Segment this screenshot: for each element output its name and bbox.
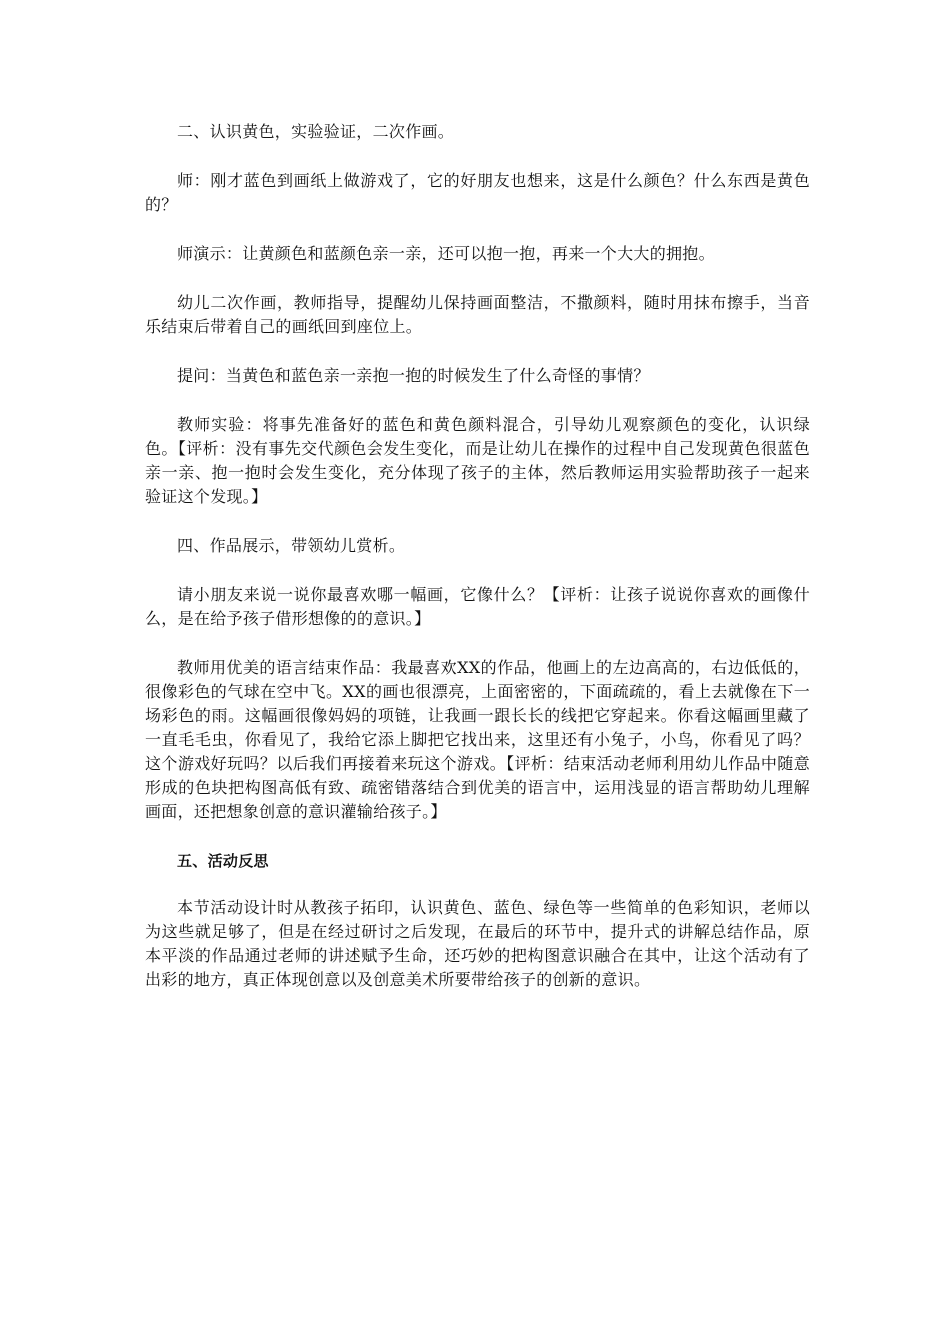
paragraph-teacher-experiment: 教师实验：将事先准备好的蓝色和黄色颜料混合，引导幼儿观察颜色的变化，认识绿色。【评析：没有事先交代颜色会发生变化，而是让幼儿在操作的过程中自己发现黄色很蓝色亲一亲、抱一抱时会发生变化，充分体现了孩子的主体，然后教师运用实验帮助孩子一起来验证这个发现。】 [145, 415, 810, 506]
section-heading-5: 五、活动反思 [177, 852, 269, 870]
paragraph-reflection: 本节活动设计时从教孩子拓印，认识黄色、蓝色、绿色等一些简单的色彩知识，老师以为这些就足够了，但是在经过研讨之后发现，在最后的环节中，提升式的讲解总结作品，原本平淡的作品通过老师的讲述赋予生命，还巧妙的把构图意识融合在其中，让这个活动有了出彩的地方，真正体现创意以及创意美术所要带给孩子的创新的意识。 [145, 898, 810, 989]
paragraph-favorite-drawing: 请小朋友来说一说你最喜欢哪一幅画，它像什么？【评析：让孩子说说你喜欢的画像什么，是在给予孩子借形想像的的意识。】 [145, 585, 810, 628]
paragraph-closing-remarks: 教师用优美的语言结束作品：我最喜欢XX的作品，他画上的左边高高的，右边低低的，很像彩色的气球在空中飞。XX的画也很漂亮，上面密密的，下面疏疏的，看上去就像在下一场彩色的雨。这幅画很像妈妈的项链，让我画一跟长长的线把它穿起来。你看这幅画里藏了一直毛毛虫，你看见了，我给它添上脚把它找出来，这里还有小兔子，小鸟，你看见了吗？这个游戏好玩吗？以后我们再接着来玩这个游戏。【评析：结束活动老师利用幼儿作品中随意形成的色块把构图高低有致、疏密错落结合到优美的语言中，运用浅显的语言帮助幼儿理解画面，还把想象创意的意识灌输给孩子。】 [145, 658, 810, 821]
paragraph-question: 提问：当黄色和蓝色亲一亲抱一抱的时候发生了什么奇怪的事情？ [177, 366, 650, 385]
paragraph-teacher-question: 师：刚才蓝色到画纸上做游戏了，它的好朋友也想来，这是什么颜色？什么东西是黄色的？ [145, 171, 810, 214]
section-heading-2: 二、认识黄色，实验验证，二次作画。 [177, 122, 455, 141]
document-body [145, 120, 810, 1017]
paragraph-teacher-demo: 师演示：让黄颜色和蓝颜色亲一亲，还可以抱一抱，再来一个大大的拥抱。 [177, 244, 715, 263]
section-heading-4: 四、作品展示，带领幼儿赏析。 [177, 536, 406, 555]
paragraph-second-drawing: 幼儿二次作画，教师指导，提醒幼儿保持画面整洁，不撒颜料，随时用抹布擦手，当音乐结束后带着自己的画纸回到座位上。 [145, 293, 810, 336]
